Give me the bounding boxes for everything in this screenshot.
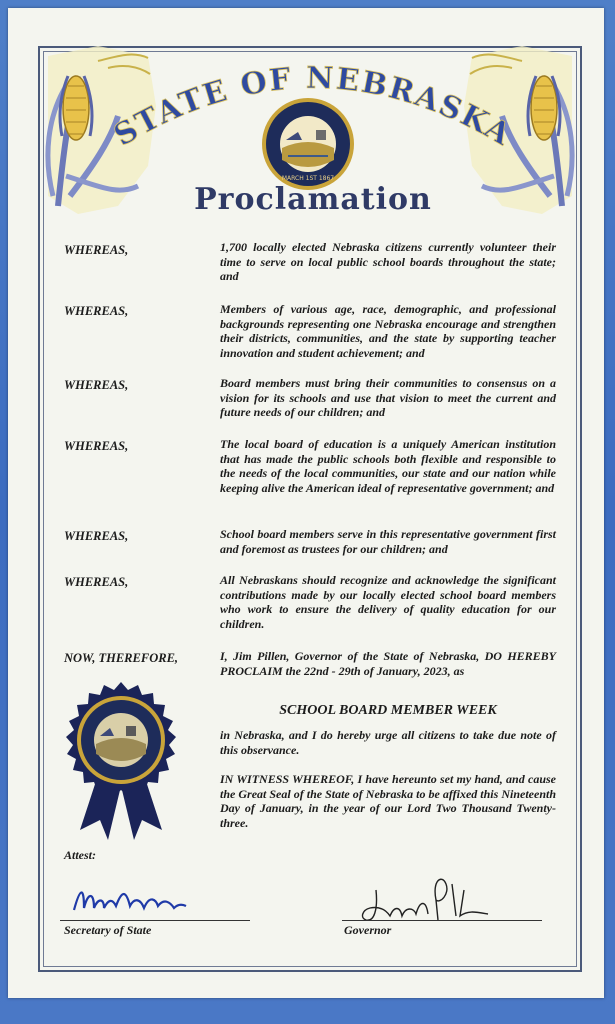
- clause-4-text: The local board of education is a uniquely American institution that has made the public schools both flexible and responsible to the needs of the local communities, our state and our nation while keeping alive the American ideal of representative government; and: [220, 437, 556, 495]
- event-title: SCHOOL BOARD MEMBER WEEK: [279, 703, 497, 718]
- state-title-text: STATE OF NEBRASKA: [108, 60, 518, 154]
- clause-2-label: WHEREAS,: [64, 304, 129, 318]
- observance-text: in Nebraska, and I do hereby urge all citizens to take due note of this observance.: [220, 728, 556, 757]
- clause-1-label: WHEREAS,: [64, 243, 129, 257]
- clause-6-label: WHEREAS,: [64, 575, 129, 589]
- clause-5-text: School board members serve in this representative government first and foremost as trustees for our children; and: [220, 527, 556, 556]
- secretary-signature-icon: [70, 880, 190, 920]
- clause-6-text: All Nebraskans should recognize and acknowledge the significant contributions made by our locally elected school board members who work to ensure the delivery of quality education for our children.: [220, 573, 556, 631]
- clause-3-text: Board members must bring their communities to consensus on a vision for its schools and use that vision to meet the current and future needs of our children; and: [220, 376, 556, 419]
- great-seal-top-icon: [258, 96, 358, 192]
- secretary-label: Secretary of State: [64, 923, 152, 937]
- clause-2-text: Members of various age, race, demographic, and professional backgrounds representing one Nebraska encourage and strengthen their districts, communities, and the state by supporting teacher innovation and student achievement; and: [220, 302, 556, 360]
- resolution-label: NOW, THEREFORE,: [64, 651, 179, 665]
- governor-signature-line: [342, 920, 542, 921]
- resolution-text: I, Jim Pillen, Governor of the State of Nebraska, DO HEREBY PROCLAIM the 22nd - 29th of January, 2023, as: [220, 649, 556, 678]
- clause-3-label: WHEREAS,: [64, 378, 129, 392]
- great-seal-ribbon-icon: [58, 680, 184, 840]
- document-title: Proclamation: [194, 182, 432, 217]
- proclamation-paper: [8, 8, 604, 998]
- clause-1-text: 1,700 locally elected Nebraska citizens currently volunteer their time to serve on local public school boards throughout the state; and: [220, 240, 556, 283]
- clause-5-label: WHEREAS,: [64, 529, 129, 543]
- governor-signature-icon: [356, 870, 496, 930]
- witness-text: IN WITNESS WHEREOF, I have hereunto set my hand, and cause the Great Seal of the State of Nebraska to be affixed this Nineteenth Day of January, in the year of our Lord Two Thousand Twenty-three.: [220, 772, 556, 830]
- governor-label: Governor: [344, 923, 392, 937]
- attest-label: Attest:: [64, 848, 96, 862]
- clause-4-label: WHEREAS,: [64, 439, 129, 453]
- secretary-signature-line: [60, 920, 250, 921]
- seal-date: MARCH 1ST 1867: [281, 175, 335, 182]
